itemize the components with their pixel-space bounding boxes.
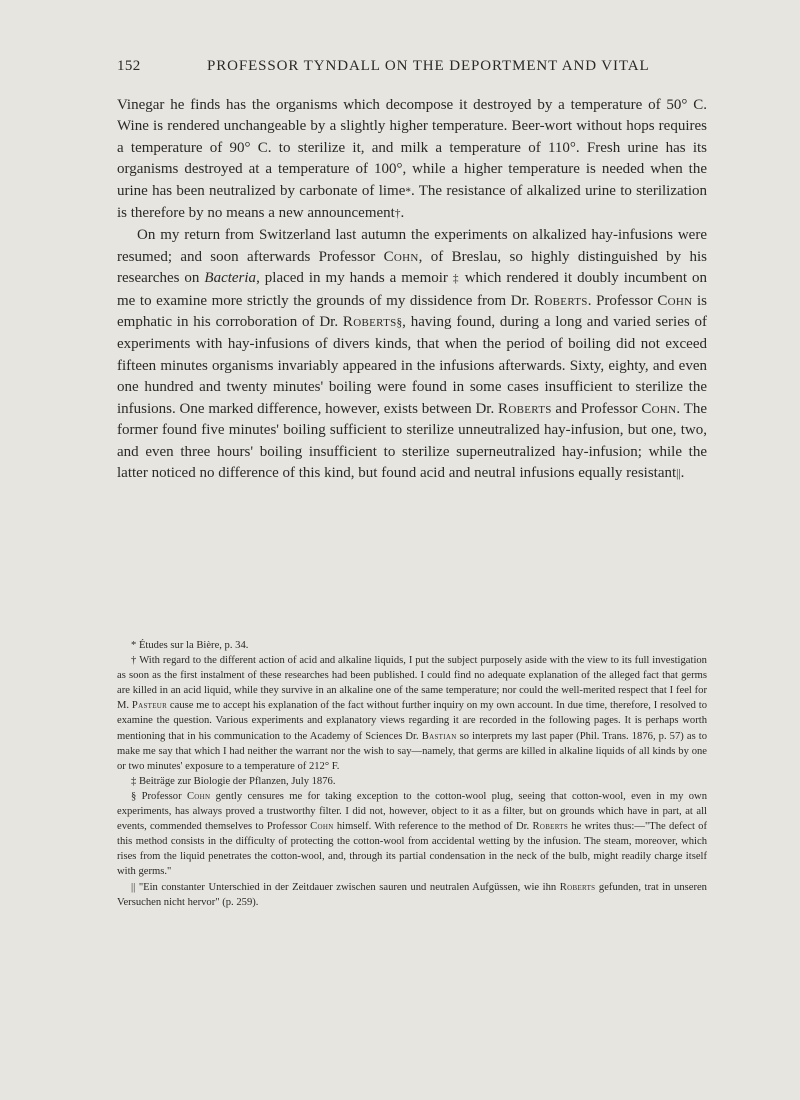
author-name: Cohn — [657, 292, 693, 309]
paragraph-2 — [117, 225, 707, 485]
text-run: , having found, during a long and varied series of experiments with hay-infusions of divers kinds, that when the period of boiling did not exceed fifteen minutes organisms invariably appeared in the infusions afterwards. Sixty, eighty, and even one hundred and twenty minutes' boiling were found in some cases insufficient to sterilize the infusions. One marked difference, however, exists between Dr. — [117, 314, 708, 417]
footnote-mark: † — [131, 655, 137, 667]
text-run: , placed in my hands a memoir — [256, 270, 453, 287]
author-name: Roberts — [534, 292, 588, 309]
author-name: Roberts — [342, 314, 397, 331]
footnote-text: "Ein constanter Unterschied in der Zeitdauer zwischen sauren und neutralen Aufgüssen, wie ihn — [138, 881, 560, 893]
text-run: Vinegar he finds has the organisms which decompose it destroyed by a temperature of 50° C. Wine is rendered unchangeable by a slightly higher temperature. Beer-wort without hops requires a temperature of 90° C. to sterilize it, and milk a temperature of 110°. Fresh urine has its organisms destroyed at a temperature of 100°, while a higher temperature is needed when the urine has been neutralized by carbonate of lime — [117, 97, 707, 199]
footnote-text: Études sur la Bière, p. 34. — [138, 640, 249, 651]
text-run: is emphatic in his corroboration of Dr. — [117, 292, 707, 331]
author-name: Bastian — [421, 730, 457, 742]
text-run: On my return from Switzerland last autumn the experiments on alkalized hay-infusions were resumed; and soon afterwards Professor — [117, 227, 707, 265]
footnote-5 — [117, 880, 707, 910]
footnote-mark: ‡ — [131, 775, 137, 787]
paragraph-1 — [117, 95, 707, 225]
footnote-1 — [117, 638, 707, 653]
author-name: Cohn — [383, 248, 419, 265]
text-run: and Professor — [551, 400, 642, 417]
page-header — [117, 58, 703, 82]
footnote-text: gefunden, trat in unseren Versuchen nicht hervor" (p. 259). — [117, 881, 707, 908]
text-run: . The resistance of alkalized urine to sterilization is therefore by no means a new announcement — [117, 182, 707, 222]
footnote-2 — [117, 653, 707, 774]
footnote-mark: || — [131, 881, 136, 893]
text-run: . — [680, 464, 685, 481]
footnote-text: so interprets my last paper (Phil. Trans. 1876, p. 57) as to make me say that which I had neither the warrant nor the wish to say—namely, that germs are killed in alkaline liquids of all kinds by one or two minutes' exposure to a temperature of 212° F. — [117, 730, 707, 772]
text-run: . The former found five minutes' boiling sufficient to sterilize unneutralized hay-infusion, but one, two, and even three hours' boiling insufficient to sterilize superneutralized hay-infusion; while the latter noticed no difference of this kind, but found acid and neutral infusions equally resistant — [117, 400, 707, 481]
author-name: Cohn — [310, 821, 334, 833]
text-run: , of Breslau, so highly distinguished by his researches on — [117, 248, 707, 287]
running-head: PROFESSOR TYNDALL ON THE DEPORTMENT AND VITAL — [207, 58, 650, 74]
footnote-text: he writes thus:—"The defect of this method consists in the difficulty of protecting the cotton-wool from accidental wetting by the infusion. The steam, moreover, which rises from the liquid penetrates the cotton-wool, and, through its partial condensation in the neck of the bulb, might readily charge itself with germs." — [117, 821, 707, 878]
author-name: Roberts — [532, 821, 569, 833]
footnote-text: himself. With reference to the method of Dr. — [333, 821, 533, 833]
footnote-text: Beiträge zur Biologie der Pflanzen, July 1876. — [138, 775, 336, 787]
footnote-ref: * — [405, 185, 411, 198]
footnote-ref: § — [396, 317, 403, 330]
footnote-text: gently censures me for taking exception to the cotton-wool plug, seeing that cotton-wool, even in my own experiments, has always proved a trustworthy filter. I did not, however, object to it as a filter, but on grounds which have in part, at all events, commended themselves to Professor — [117, 790, 708, 833]
footnote-mark: * — [131, 640, 137, 651]
text-run: . Professor — [587, 292, 658, 309]
author-name: Cohn — [641, 400, 677, 417]
author-name: Pasteur — [131, 700, 168, 712]
author-name: Roberts — [559, 881, 596, 893]
text-run: . — [400, 205, 405, 222]
text-run: which rendered it doubly incumbent on me to examine more strictly the grounds of my dissidence from Dr. — [117, 270, 707, 309]
body-text — [117, 95, 707, 485]
footnote-text: With regard to the different action of acid and alkaline liquids, I put the subject purposely aside with the view to its full investigation as soon as the first instalment of these researches had been published. I could find no adequate explanation of the alleged fact that germs are killed in an acid liquid, while they survive in an alkaline one of the same temperature; nor could the well-merited respect that I feel for M. — [117, 655, 707, 712]
footnote-ref: ‡ — [452, 273, 460, 286]
page-number: 152 — [117, 58, 141, 74]
footnote-4 — [117, 789, 707, 880]
author-name: Roberts — [498, 400, 552, 417]
italic-term: Bacteria — [204, 270, 257, 287]
footnote-mark: § — [131, 790, 137, 802]
footnote-3 — [117, 774, 707, 789]
footnote-text: cause me to accept his explanation of the fact without further inquiry on my own account. In due time, therefore, I resolved to examine the question. Various experiments and explanatory views regarding it are recorded in the following pages. It is perhaps worth mentioning that in his communication to the Academy of Sciences Dr. — [117, 700, 708, 742]
author-name: Cohn — [186, 790, 211, 802]
footnotes — [117, 638, 707, 910]
footnote-ref: † — [394, 208, 401, 221]
footnote-ref: || — [676, 467, 681, 480]
footnote-text: Professor — [141, 790, 187, 802]
